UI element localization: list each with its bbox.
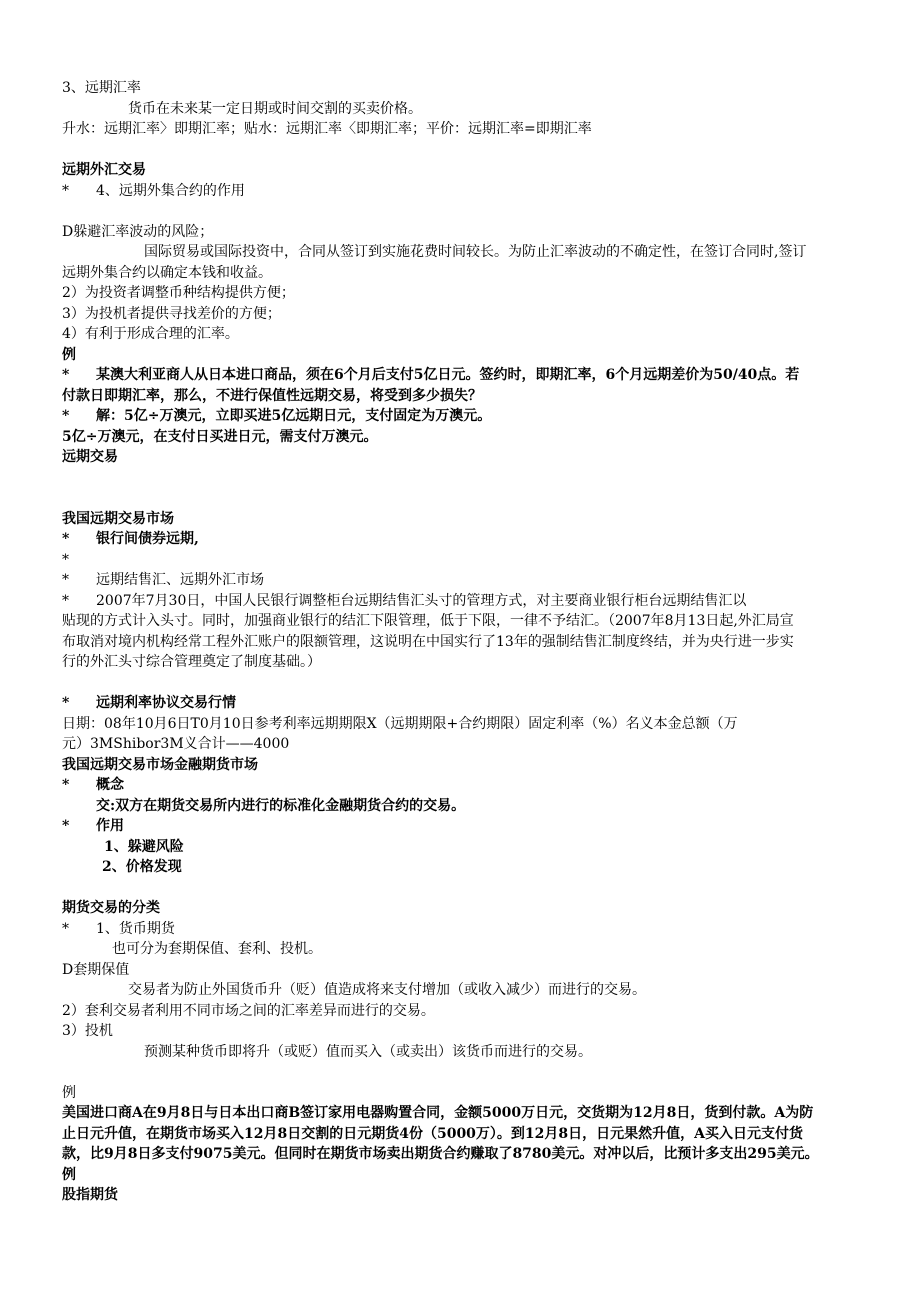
heading-futures-market: 我国远期交易市场金融期货市场: [62, 756, 258, 773]
bullet-item: [62, 693, 862, 714]
text-line: 元）3MShibor3M义合计——4000: [62, 736, 290, 752]
bullet-marker: *: [62, 572, 69, 588]
text-line: 3）为投机者提供寻找差价的方便；: [62, 305, 281, 322]
bullet-text: 某澳大利亚商人从日本进口商品，须在6个月后支付5亿日元。签约时，即期汇率，6个月远期差价为50/40点。若: [96, 367, 800, 383]
bullet-item: [62, 550, 862, 571]
text-line: 5亿÷万澳元，在支付日买进日元，需支付万澳元。: [62, 428, 378, 445]
example-label: 例: [62, 1166, 76, 1183]
text-line: D套期保值: [62, 961, 130, 978]
spacer: [62, 201, 862, 222]
spacer: [62, 1062, 862, 1083]
bullet-text: 4、远期外集合约的作用: [96, 182, 245, 199]
text-line: 日期：08年10月6日T0月10日参考利率远期期限X（远期期限+合约期限）固定利率（%）名义本金总额（万: [62, 715, 738, 732]
bullet-item: [62, 570, 862, 591]
bullet-item: [62, 529, 862, 550]
text-line: 升水：远期汇率〉即期汇率；贴水：远期汇率〈即期汇率；平价：远期汇率=即期汇率: [62, 121, 592, 137]
spacer: [62, 878, 862, 899]
bullet-text: 作用: [96, 818, 124, 834]
bullet-item: [62, 181, 862, 202]
bullet-marker: *: [62, 592, 69, 609]
text-line: 2）套利交易者利用不同市场之间的汇率差异而进行的交易。: [62, 1002, 435, 1019]
text-line: 2）为投资者调整币种结构提供方便；: [62, 285, 295, 301]
text-line: 国际贸易或国际投资中，合同从签订到实施花费时间较长。为防止汇率波动的不确定性，在签订合同时,签订: [144, 244, 807, 260]
bullet-item: [62, 816, 862, 837]
text-line: 行的外汇头寸综合管理奠定了制度基础。）: [62, 654, 321, 670]
bullet-marker: *: [62, 367, 70, 383]
text-line: 也可分为套期保值、套利、投机。: [112, 941, 322, 957]
spacer: [62, 673, 862, 694]
bullet-text: 远期利率协议交易行情: [96, 695, 236, 711]
text-line: 3）投机: [62, 1023, 113, 1039]
text-line: 贴现的方式计入头寸。同时，加强商业银行的结汇下限管理，低于下限，一律不予结汇。（2007年8月13日起,外汇局宣: [62, 613, 794, 629]
bullet-item: [62, 919, 862, 940]
bullet-text: 1、货币期货: [96, 920, 175, 937]
bullet-marker: *: [62, 551, 69, 568]
bullet-text: 概念: [96, 777, 124, 793]
text-line: 4）有利于形成合理的汇率。: [62, 326, 239, 342]
text-line: 止日元升值，在期货市场买入12月8日交割的日元期货4份（5000万）。到12月8日，日元果然升值，A买入日元支付货: [62, 1125, 804, 1142]
text-line: 付款日即期汇率，那么，不进行保值性远期交易，将受到多少损失？: [62, 387, 482, 404]
heading-domestic-forward-market: 我国远期交易市场: [62, 510, 174, 527]
spacer: [62, 468, 862, 509]
text-line: D躲避汇率波动的风险；: [62, 223, 214, 240]
text-line: 交易者为防止外国货币升（贬）值造成将来支付增加（或收入减少）而进行的交易。: [128, 982, 646, 998]
heading-forward-trading: 远期交易: [62, 449, 118, 465]
text-line: 款，比9月8日多支付9075美元。但同时在期货市场卖出期货合约赚取了8780美元。对冲以后，比预计多支出295美元。: [62, 1146, 819, 1162]
bullet-marker: *: [62, 408, 70, 424]
text-line: 交:双方在期货交易所内进行的标准化金融期货合约的交易。: [96, 797, 466, 814]
bullet-marker: *: [62, 531, 70, 547]
example-label: 例: [62, 346, 76, 363]
heading-futures-classification: 期货交易的分类: [62, 900, 160, 916]
text-line: 2、价格发现: [102, 859, 182, 875]
bullet-item: [62, 365, 862, 386]
text-line: 货币在未来某一定日期或时间交割的买卖价格。: [128, 100, 422, 117]
bullet-text: 银行间债券远期,: [96, 531, 199, 547]
heading-index-futures: 股指期货: [62, 1187, 118, 1203]
spacer: [62, 140, 862, 161]
bullet-marker: *: [62, 818, 70, 834]
example-label: 例: [62, 1084, 76, 1101]
text-line: 预测某种货币即将升（或贬）值而买入（或卖出）该货币而进行的交易。: [144, 1043, 592, 1060]
bullet-item: [62, 406, 862, 427]
bullet-text: 解：5亿÷万澳元，立即买进5亿远期日元，支付固定为万澳元。: [96, 408, 492, 424]
bullet-marker: *: [62, 920, 69, 937]
bullet-item: [62, 591, 862, 612]
bullet-item: [62, 775, 862, 796]
text-line: 远期外集合约以确定本钱和收益。: [62, 264, 272, 281]
text-line: 美国进口商A在9月8日与日本出口商B签订家用电器购置合同，金额5000万日元，交货期为12月8日，货到付款。A为防: [62, 1105, 814, 1121]
bullet-marker: *: [62, 695, 70, 711]
heading-forward-rate: 3、远期汇率: [62, 80, 141, 96]
bullet-marker: *: [62, 182, 69, 199]
text-line: 1、躲避风险: [104, 838, 184, 855]
text-line: 布取消对境内机构经常工程外汇账户的限额管理，这说明在中国实行了13年的强制结售汇制度终结，并为央行进一步实: [62, 633, 794, 650]
bullet-text: 远期结售汇、远期外汇市场: [96, 572, 264, 588]
document-page: [62, 78, 862, 1206]
heading-forward-fx-trading: 远期外汇交易: [62, 162, 146, 178]
bullet-text: 2007年7月30日，中国人民银行调整柜台远期结售汇头寸的管理方式，对主要商业银行柜台远期结售汇以: [96, 592, 747, 609]
bullet-marker: *: [62, 777, 70, 793]
